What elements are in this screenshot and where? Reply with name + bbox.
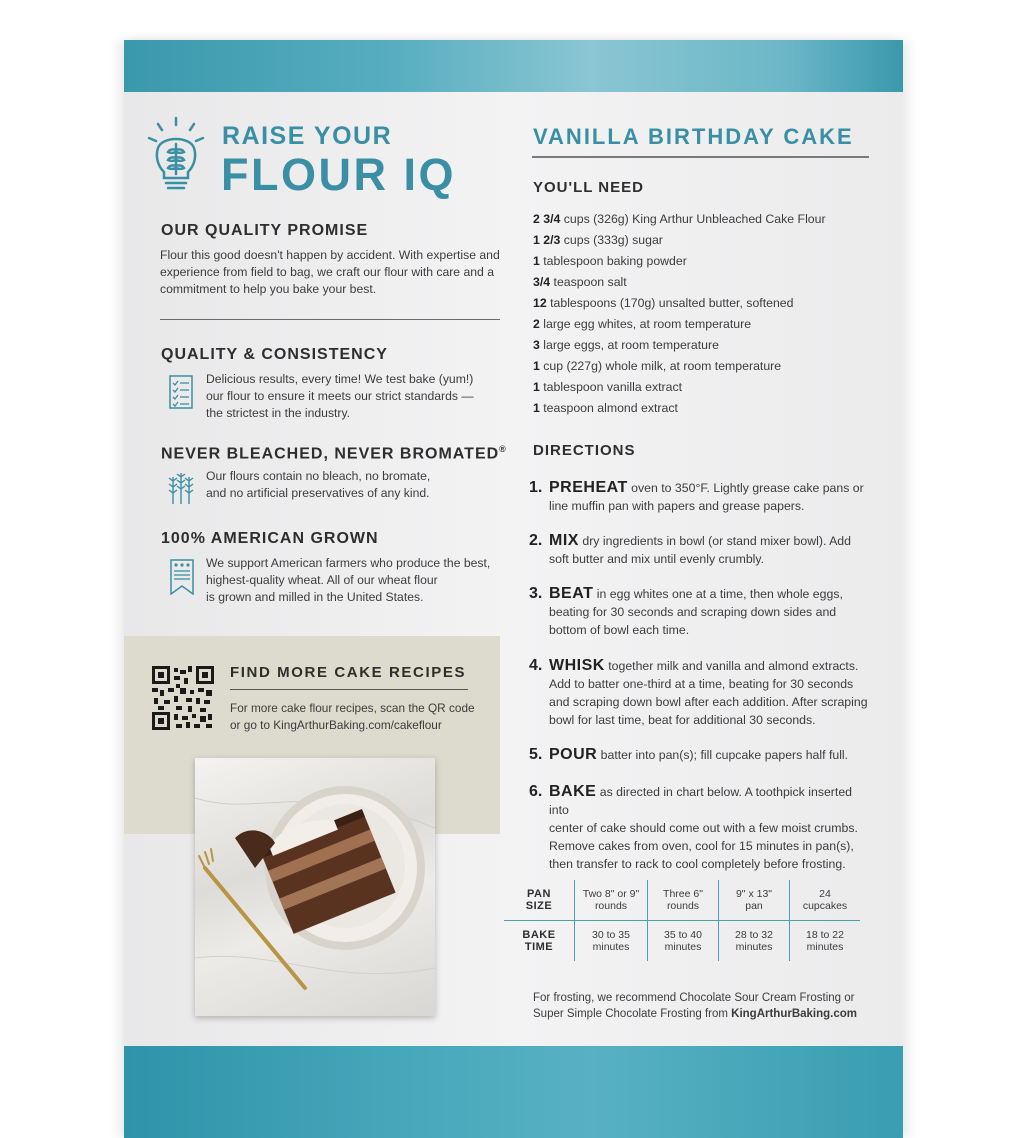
step-number: 5.	[529, 746, 543, 763]
quality-consistency-title: QUALITY & CONSISTENCY	[161, 346, 388, 363]
checklist-icon	[169, 375, 193, 409]
lightbulb-wheat-icon	[146, 116, 206, 194]
time-cell: 35 to 40 minutes	[648, 921, 719, 962]
top-teal-band	[124, 40, 903, 92]
divider	[532, 156, 869, 158]
cake-slice-photo	[195, 758, 435, 1016]
pan-cell: Three 6" rounds	[648, 880, 719, 921]
package-back	[124, 40, 903, 1138]
banner-stars-icon	[170, 559, 194, 595]
website-link[interactable]: KingArthurBaking.com	[731, 1008, 858, 1020]
bottom-teal-band	[124, 1046, 903, 1138]
find-more-recipes-text: For more cake flour recipes, scan the QR code or go to KingArthurBaking.com/cakeflour	[230, 701, 475, 732]
never-bleached-title: NEVER BLEACHED, NEVER BROMATED®	[161, 444, 507, 463]
recipe-title: VANILLA BIRTHDAY CAKE	[533, 124, 854, 149]
ingredient: 1 teaspoon almond extract	[533, 401, 678, 415]
step-number: 6.	[529, 783, 543, 800]
qr-code[interactable]	[152, 666, 214, 730]
step-beat: BEAT in egg whites one at a time, then whole eggs, beating for 30 seconds and scraping down sides and bottom of bowl each time.	[549, 585, 843, 637]
raise-your-heading: RAISE YOUR	[222, 122, 393, 150]
quality-consistency-text: Delicious results, every time! We test bake (yum!) our flour to ensure it meets our strict standards — the strictest in the industry.	[206, 372, 474, 420]
time-cell: 30 to 35 minutes	[575, 921, 648, 962]
you-need-title: YOU'LL NEED	[533, 179, 644, 196]
bake-time-table	[504, 880, 860, 961]
step-preheat: PREHEAT oven to 350°F. Lightly grease cake pans or line muffin pan with papers and grease papers.	[549, 479, 864, 513]
divider	[160, 319, 500, 320]
step-bake: BAKE as directed in chart below. A toothpick inserted into center of cake should come out with a few moist crumbs. Remove cakes from oven, cool for 15 minutes in pan(s), then transfer to rack to cool completely before frosting.	[549, 783, 858, 871]
frosting-note: For frosting, we recommend Chocolate Sour Cream Frosting or Super Simple Chocolate Frosting from KingArthurBaking.com	[533, 992, 858, 1020]
step-pour: POUR batter into pan(s); fill cupcake papers half full.	[549, 746, 849, 763]
flour-iq-heading: FLOUR IQ	[221, 149, 456, 200]
quality-promise-title: OUR QUALITY PROMISE	[161, 222, 369, 239]
pan-cell: 9" x 13" pan	[719, 880, 790, 921]
ingredient: 1 2/3 cups (333g) sugar	[533, 233, 663, 247]
american-grown-title: 100% AMERICAN GROWN	[161, 530, 379, 547]
american-grown-text: We support American farmers who produce the best, highest-quality wheat. All of our wheat flour is grown and milled in the United States.	[206, 556, 491, 604]
ingredient: 2 3/4 cups (326g) King Arthur Unbleached Cake Flour	[533, 212, 826, 226]
time-cell: 18 to 22 minutes	[790, 921, 861, 962]
ingredient: 1 tablespoon vanilla extract	[533, 380, 683, 394]
ingredient: 1 cup (227g) whole milk, at room temperature	[533, 359, 782, 373]
wheat-icon	[165, 469, 197, 505]
step-number: 1.	[529, 479, 543, 496]
pan-size-header: PAN SIZE	[504, 880, 575, 921]
directions-title: DIRECTIONS	[533, 442, 636, 459]
pan-cell: Two 8" or 9" rounds	[575, 880, 648, 921]
quality-promise-text: Flour this good doesn't happen by accident. With expertise and experience from field to bag, we craft our flour with care and a commitment to help you bake your best.	[160, 248, 500, 296]
time-cell: 28 to 32 minutes	[719, 921, 790, 962]
step-number: 4.	[529, 657, 543, 674]
ingredient: 12 tablespoons (170g) unsalted butter, softened	[533, 296, 794, 310]
step-number: 2.	[529, 532, 543, 549]
bake-time-header: BAKE TIME	[522, 929, 556, 953]
step-mix: MIX dry ingredients in bowl (or stand mixer bowl). Add soft butter and mix until evenly crumbly.	[549, 532, 851, 566]
step-whisk: WHISK together milk and vanilla and almond extracts. Add to batter one-third at a time, beating for 30 seconds and scraping down bowl after each addition. After scraping bowl for last time, beat for additional 30 seconds.	[549, 657, 868, 727]
ingredient: 2 large egg whites, at room temperature	[533, 317, 752, 331]
ingredient: 3 large eggs, at room temperature	[533, 338, 719, 352]
ingredient: 1 tablespoon baking powder	[533, 254, 687, 268]
pan-cell: 24 cupcakes	[790, 880, 861, 921]
divider	[230, 689, 468, 690]
step-number: 3.	[529, 585, 543, 602]
ingredient: 3/4 teaspoon salt	[533, 275, 627, 289]
find-more-recipes-title: FIND MORE CAKE RECIPES	[230, 664, 467, 681]
never-bleached-text: Our flours contain no bleach, no bromate, and no artificial preservatives of any kind.	[206, 469, 431, 500]
